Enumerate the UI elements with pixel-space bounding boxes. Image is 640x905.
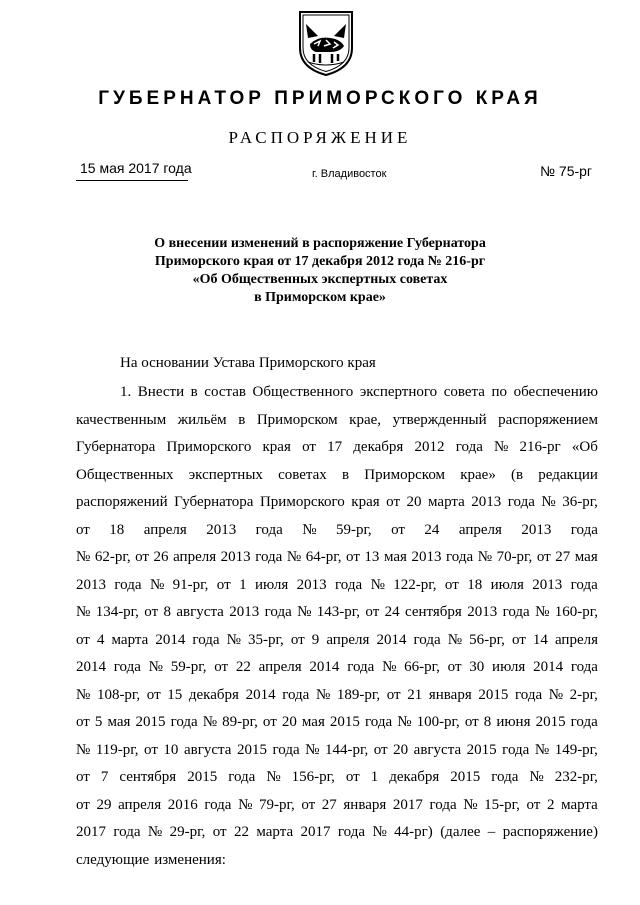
body-word: 59-рг,: [335, 521, 372, 538]
body-word: 2013: [76, 576, 106, 593]
body-word: №: [494, 439, 509, 455]
body-word: года: [228, 769, 256, 785]
body-word: 13: [364, 549, 380, 565]
body-word: 24: [424, 521, 440, 538]
body-word: №: [76, 549, 91, 565]
body-word: 2015: [466, 741, 497, 758]
body-word: 17: [327, 439, 343, 455]
body-word: Губернатора: [76, 439, 156, 455]
body-word: от: [135, 549, 149, 565]
body-word: №: [202, 714, 218, 730]
body-line: [76, 629, 598, 657]
body-word: января: [428, 686, 472, 703]
body-word: 18: [109, 521, 125, 538]
body-word: от: [444, 576, 459, 593]
body-word: №: [397, 714, 412, 730]
body-word: июля: [490, 576, 524, 593]
body-word: от: [511, 631, 526, 648]
body-word: 64-рг,: [305, 549, 342, 565]
body-word: июня: [496, 714, 531, 730]
body-word: №: [226, 631, 241, 648]
body-word: 15-рг,: [484, 796, 520, 813]
body-word: года: [429, 796, 457, 813]
body-word: апреля: [458, 521, 502, 538]
body-word: «Об: [571, 439, 598, 455]
body-word: 20: [393, 741, 409, 758]
body-word: Приморском: [364, 466, 446, 483]
body-word: 2014: [245, 686, 276, 703]
body-word: 4: [96, 631, 105, 648]
body-word: 2013: [296, 576, 327, 593]
body-word: от: [526, 796, 541, 813]
body-word: от: [76, 631, 90, 648]
date-underline: [76, 180, 188, 181]
body-word: 27: [321, 796, 337, 813]
body-word: №: [286, 549, 302, 565]
body-word: 1: [239, 576, 247, 593]
body-word: №: [370, 576, 385, 593]
document-subject: [0, 235, 640, 307]
legal-basis: На основании Устава Приморского края: [120, 355, 376, 371]
body-word: 2015: [329, 714, 360, 730]
body-word: 216-рг: [519, 439, 561, 455]
body-word: мая: [301, 714, 325, 730]
body-line: [76, 821, 598, 849]
body-word: №: [147, 824, 163, 840]
body-word: распоряжением: [498, 411, 598, 428]
body-word: от: [391, 521, 405, 538]
body-word: 2013: [411, 549, 442, 565]
body-word: апреля: [143, 521, 187, 538]
body-line: [76, 601, 598, 629]
document-date: 15 мая 2017 года: [80, 160, 192, 176]
body-word: №: [447, 631, 463, 648]
body-line: [76, 491, 598, 519]
body-word: советах: [278, 466, 327, 483]
body-word: 122-рг,: [393, 576, 437, 593]
body-line: [76, 574, 598, 602]
body-word: от: [536, 549, 551, 565]
body-line: [76, 711, 598, 739]
body-word: №: [76, 686, 91, 703]
body-word: утвержденный: [392, 411, 487, 428]
body-word: года: [192, 631, 220, 648]
body-word: 20: [406, 494, 422, 510]
body-word: 29-рг,: [169, 824, 206, 840]
body-word: 2014: [376, 631, 407, 648]
body-word: от: [302, 439, 316, 455]
body-word: 2015: [236, 741, 267, 758]
body-word: качественным: [76, 411, 167, 428]
subject-line: Приморского края от 17 декабря 2012 года № 216-рг: [154, 254, 486, 269]
body-line: [76, 436, 598, 464]
body-word: 18: [467, 576, 483, 593]
body-word: 29: [96, 796, 112, 813]
body-word: года: [507, 494, 535, 510]
body-word: Губернатора: [174, 494, 254, 510]
body-word: 2014: [76, 659, 106, 675]
body-word: 2017: [300, 824, 331, 840]
body-word: в: [190, 384, 198, 400]
body-line: [76, 794, 598, 822]
body-word: августа: [183, 741, 232, 758]
body-word: 62-рг,: [94, 549, 131, 565]
body-word: №: [535, 604, 550, 620]
body-word: года: [114, 576, 142, 593]
body-word: 1: [370, 769, 379, 785]
body-word: состав: [204, 384, 246, 400]
body-word: экспертного: [359, 384, 438, 400]
body-word: марта: [256, 824, 294, 840]
body-word: 156-рг,: [291, 769, 335, 785]
body-word: января: [343, 796, 387, 813]
body-word: апреля: [118, 796, 162, 813]
body-word: от: [301, 796, 316, 813]
coat-of-arms-emblem: [296, 8, 356, 78]
body-word: крае»: [460, 466, 496, 483]
body-word: года: [170, 714, 198, 730]
body-word: 2013: [521, 521, 552, 538]
body-word: от: [346, 549, 360, 565]
body-word: 56-рг,: [469, 631, 505, 648]
body-word: 22: [235, 659, 251, 675]
body-word: экспертных: [188, 466, 263, 483]
body-word: от: [290, 631, 305, 648]
body-word: Приморского: [166, 439, 252, 455]
body-word: обеспечению: [513, 384, 598, 400]
document-city: г. Владивосток: [312, 168, 387, 180]
body-word: 2014: [309, 659, 340, 675]
body-word: 21: [407, 686, 423, 703]
document-number: № 75-рг: [540, 163, 593, 179]
body-word: от: [447, 659, 462, 675]
body-word: марта: [111, 631, 149, 648]
body-word: года: [272, 741, 300, 758]
body-word: мая: [107, 714, 131, 730]
body-word: от: [262, 714, 277, 730]
body-word: 2013: [220, 549, 251, 565]
body-word: 89-рг,: [222, 714, 258, 730]
body-word: 14: [532, 631, 548, 648]
body-word: (в: [511, 466, 524, 483]
body-word: от: [144, 604, 159, 620]
body-word: края: [351, 494, 380, 510]
body-line: [76, 381, 598, 409]
body-word: 8: [163, 604, 172, 620]
body-line: [76, 409, 598, 437]
body-word: года: [502, 604, 530, 620]
body-word: от: [76, 521, 90, 538]
body-word: августа: [176, 604, 224, 620]
body-word: года: [446, 549, 474, 565]
body-word: Приморского: [259, 494, 345, 510]
body-word: №: [463, 796, 478, 813]
body-word: апреля: [173, 549, 217, 565]
body-word: от: [365, 604, 380, 620]
body-word: года: [502, 741, 530, 758]
body-word: 2014: [155, 631, 186, 648]
body-word: 66-рг,: [404, 659, 440, 675]
body-word: 2015: [450, 769, 481, 785]
body-word: 2014: [533, 659, 564, 675]
body-word: 44-рг): [394, 824, 433, 840]
body-word: 2012: [414, 439, 445, 455]
body-word: декабря: [353, 439, 404, 455]
body-word: 2: [546, 796, 555, 813]
document-body: [76, 381, 598, 876]
body-word: года: [255, 521, 283, 538]
body-word: 10: [163, 741, 179, 758]
body-word: №: [477, 549, 493, 565]
body-word: 232-рг,: [554, 769, 598, 785]
body-word: –: [487, 824, 496, 840]
body-line: [76, 546, 598, 574]
body-word: апреля: [554, 631, 598, 648]
body-word: 2015: [478, 686, 509, 703]
body-word: апреля: [326, 631, 370, 648]
body-line: [76, 464, 598, 492]
body-line: [76, 656, 598, 684]
body-word: 2013: [471, 494, 502, 510]
body-word: июля: [492, 659, 526, 675]
body-word: года: [347, 659, 375, 675]
body-word: августа: [413, 741, 462, 758]
body-word: года: [255, 549, 283, 565]
body-line: [76, 739, 598, 767]
body-word: совета: [443, 384, 485, 400]
body-word: 2-рг,: [569, 686, 598, 703]
body-word: 2015: [187, 769, 218, 785]
body-word: изменения:: [154, 851, 226, 868]
body-word: 144-рг,: [324, 741, 369, 758]
body-word: Общественных: [76, 466, 174, 483]
body-word: крае,: [349, 411, 382, 428]
body-word: 59-рг,: [170, 659, 207, 675]
body-word: мая: [383, 549, 407, 565]
body-word: 2013: [532, 576, 563, 593]
body-word: 2013: [206, 521, 237, 538]
body-word: года: [514, 686, 543, 703]
body-word: 2013: [229, 604, 260, 620]
body-word: от: [386, 686, 401, 703]
body-word: марта: [561, 796, 598, 813]
body-word: Внести: [137, 384, 185, 400]
body-word: года: [570, 659, 598, 675]
body-word: 70-рг,: [496, 549, 533, 565]
body-word: от: [386, 494, 401, 510]
body-word: года: [204, 796, 232, 813]
body-word: №: [76, 741, 91, 758]
body-word: 26: [153, 549, 169, 565]
body-word: 149-рг,: [554, 741, 598, 758]
body-word: года: [282, 686, 310, 703]
body-word: мая: [574, 549, 598, 565]
body-word: 9: [311, 631, 320, 648]
body-word: 8: [483, 714, 492, 730]
body-word: года: [570, 576, 598, 593]
body-word: жильём: [177, 411, 227, 428]
body-line: [76, 684, 598, 712]
body-word: 143-рг,: [316, 604, 361, 620]
body-word: №: [534, 741, 550, 758]
body-word: года: [264, 604, 292, 620]
body-word: от: [76, 714, 90, 730]
subject-line: в Приморском крае»: [254, 290, 386, 305]
body-word: года: [337, 824, 366, 840]
body-word: края: [262, 439, 291, 455]
body-word: 119-рг,: [95, 741, 139, 758]
body-word: 79-рг,: [259, 796, 295, 813]
body-word: 20: [281, 714, 297, 730]
body-word: 2017: [76, 824, 106, 840]
body-word: апреля: [258, 659, 302, 675]
body-word: 2015: [535, 714, 566, 730]
body-word: 2016: [167, 796, 198, 813]
body-word: №: [148, 659, 163, 675]
body-word: от: [76, 796, 90, 813]
body-word: от: [144, 741, 158, 758]
body-word: №: [382, 659, 397, 675]
body-word: (далее: [440, 824, 481, 840]
body-word: года: [113, 659, 141, 675]
body-word: 91-рг,: [172, 576, 209, 593]
body-word: года: [570, 714, 598, 730]
body-word: сентября: [405, 604, 462, 620]
body-word: 24: [384, 604, 400, 620]
body-word: 22: [233, 824, 249, 840]
body-word: от: [216, 576, 231, 593]
body-word: сентября: [119, 769, 177, 785]
body-word: от: [345, 769, 360, 785]
body-word: №: [529, 769, 544, 785]
body-word: №: [76, 604, 91, 620]
body-word: от: [373, 741, 388, 758]
body-word: 35-рг,: [248, 631, 284, 648]
body-word: №: [149, 576, 165, 593]
body-word: 7: [100, 769, 109, 785]
body-word: №: [297, 604, 312, 620]
body-word: Общественного: [252, 384, 354, 400]
body-word: 27: [555, 549, 571, 565]
body-word: от: [146, 686, 161, 703]
body-word: распоряжений: [76, 494, 168, 510]
body-word: марта: [428, 494, 465, 510]
subject-line: О внесении изменений в распоряжение Губернатора: [154, 236, 486, 251]
body-word: 2017: [392, 796, 423, 813]
subject-line: «Об Общественных экспертных советах: [192, 272, 448, 287]
body-word: 2015: [135, 714, 166, 730]
body-word: года: [570, 521, 598, 538]
body-word: года: [491, 769, 519, 785]
body-word: года: [413, 631, 441, 648]
body-word: декабря: [389, 769, 440, 785]
body-word: года: [113, 824, 141, 840]
body-word: №: [302, 521, 317, 538]
body-word: года: [455, 439, 483, 455]
body-word: в: [238, 411, 246, 428]
body-word: 108-рг,: [96, 686, 141, 703]
body-word: от: [214, 659, 229, 675]
body-word: 189-рг,: [336, 686, 381, 703]
body-word: №: [548, 686, 564, 703]
body-word: 2013: [467, 604, 498, 620]
body-word: в: [342, 466, 350, 483]
body-word: 1.: [120, 384, 132, 400]
body-word: 100-рг,: [416, 714, 460, 730]
body-word: от: [212, 824, 227, 840]
body-word: редакции: [538, 466, 598, 483]
body-word: 15: [167, 686, 183, 703]
body-word: распоряжение): [502, 824, 598, 840]
body-word: следующие: [76, 851, 150, 868]
body-line: [76, 766, 598, 794]
body-word: от: [464, 714, 479, 730]
body-word: по: [491, 384, 508, 400]
body-word: от: [76, 769, 90, 785]
body-line: [76, 849, 598, 877]
body-word: №: [266, 769, 281, 785]
body-word: 134-рг,: [95, 604, 139, 620]
body-word: 5: [94, 714, 103, 730]
body-word: декабря: [188, 686, 239, 703]
body-word: июля: [254, 576, 289, 593]
body-word: 36-рг,: [562, 494, 598, 510]
body-word: №: [541, 494, 556, 510]
body-word: года: [335, 576, 363, 593]
body-word: №: [372, 824, 387, 840]
governor-title: ГУБЕРНАТОР ПРИМОРСКОГО КРАЯ: [98, 88, 542, 109]
body-word: Приморском: [256, 411, 338, 428]
body-word: года: [364, 714, 393, 730]
body-line: [76, 519, 598, 547]
body-word: №: [238, 796, 253, 813]
document-type-title: РАСПОРЯЖЕНИЕ: [228, 128, 412, 147]
body-word: №: [315, 686, 331, 703]
body-word: №: [305, 741, 320, 758]
body-word: 30: [469, 659, 485, 675]
body-word: 160-рг,: [554, 604, 598, 620]
